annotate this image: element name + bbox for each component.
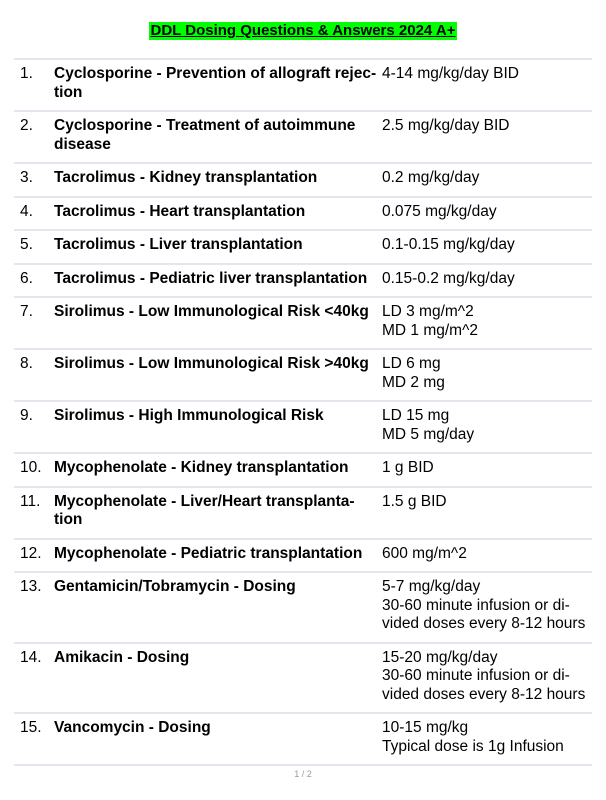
row-number: 2. [20,117,33,134]
qa-row [14,265,592,299]
qa-row [14,540,592,574]
answer: 600 mg/m^2 [382,544,467,562]
answer: LD 6 mg MD 2 mg [382,355,445,391]
answer: 5-7 mg/kg/day 30-60 minute infusion or di- vided doses every 8-12 hours [382,578,586,632]
qa-table [14,58,592,766]
row-number: 10. [20,459,42,476]
question: Tacrolimus - Kidney transplantation [54,169,318,186]
row-number: 5. [20,236,33,253]
qa-row [14,350,592,402]
qa-row [14,644,592,715]
question: Sirolimus - Low Immunological Risk <40kg [54,303,369,320]
answer: LD 15 mg MD 5 mg/day [382,407,475,443]
question: Tacrolimus - Heart transplantation [54,202,306,220]
qa-row [14,231,592,265]
row-number: 14. [20,648,42,666]
answer: 4-14 mg/kg/day BID [382,65,519,82]
question: Amikacin - Dosing [54,648,190,666]
row-number: 4. [20,202,33,220]
row-number: 13. [20,578,42,595]
row-number: 15. [20,719,42,736]
qa-row [14,402,592,454]
answer: LD 3 mg/m^2 MD 1 mg/m^2 [382,303,478,339]
qa-row [14,60,592,112]
answer: 0.2 mg/kg/day [382,169,480,186]
document-title: DDL Dosing Questions & Answers 2024 A+ [150,22,456,39]
title-wrap [0,22,606,40]
row-number: 8. [20,355,33,372]
row-number: 3. [20,169,33,186]
answer: 1 g BID [382,459,434,476]
qa-row [14,488,592,540]
answer: 1.5 g BID [382,492,447,510]
qa-row [14,112,592,164]
question: Vancomycin - Dosing [54,719,211,736]
row-number: 6. [20,269,33,287]
qa-row [14,573,592,644]
answer: 0.1-0.15 mg/kg/day [382,236,515,253]
answer: 0.15-0.2 mg/kg/day [382,269,515,287]
answer: 15-20 mg/kg/day 30-60 minute infusion or di- vided doses every 8-12 hours [382,648,586,703]
answer: 0.075 mg/kg/day [382,202,497,220]
answer: 10-15 mg/kg Typical dose is 1g Infusion [382,719,564,755]
qa-row [14,164,592,198]
question: Cyclosporine - Treatment of autoimmune disease [54,117,356,153]
question: Sirolimus - High Immunological Risk [54,407,324,424]
row-number: 12. [20,544,42,562]
row-number: 7. [20,303,33,320]
qa-row [14,298,592,350]
page-number: 1 / 2 [294,769,312,779]
question: Mycophenolate - Pediatric transplantation [54,544,363,562]
qa-row [14,198,592,232]
question: Tacrolimus - Pediatric liver transplantation [54,269,368,287]
answer: 2.5 mg/kg/day BID [382,117,510,134]
question: Tacrolimus - Liver transplantation [54,236,303,253]
qa-row [14,454,592,488]
question: Sirolimus - Low Immunological Risk >40kg [54,355,369,372]
row-number: 1. [20,65,33,82]
question: Mycophenolate - Liver/Heart transplanta- tion [54,492,355,528]
question: Gentamicin/Tobramycin - Dosing [54,578,296,595]
question: Cyclosporine - Prevention of allograft rejec- tion [54,65,377,101]
row-number: 9. [20,407,33,424]
qa-row [14,714,592,766]
row-number: 11. [20,492,41,510]
question: Mycophenolate - Kidney transplantation [54,459,349,476]
